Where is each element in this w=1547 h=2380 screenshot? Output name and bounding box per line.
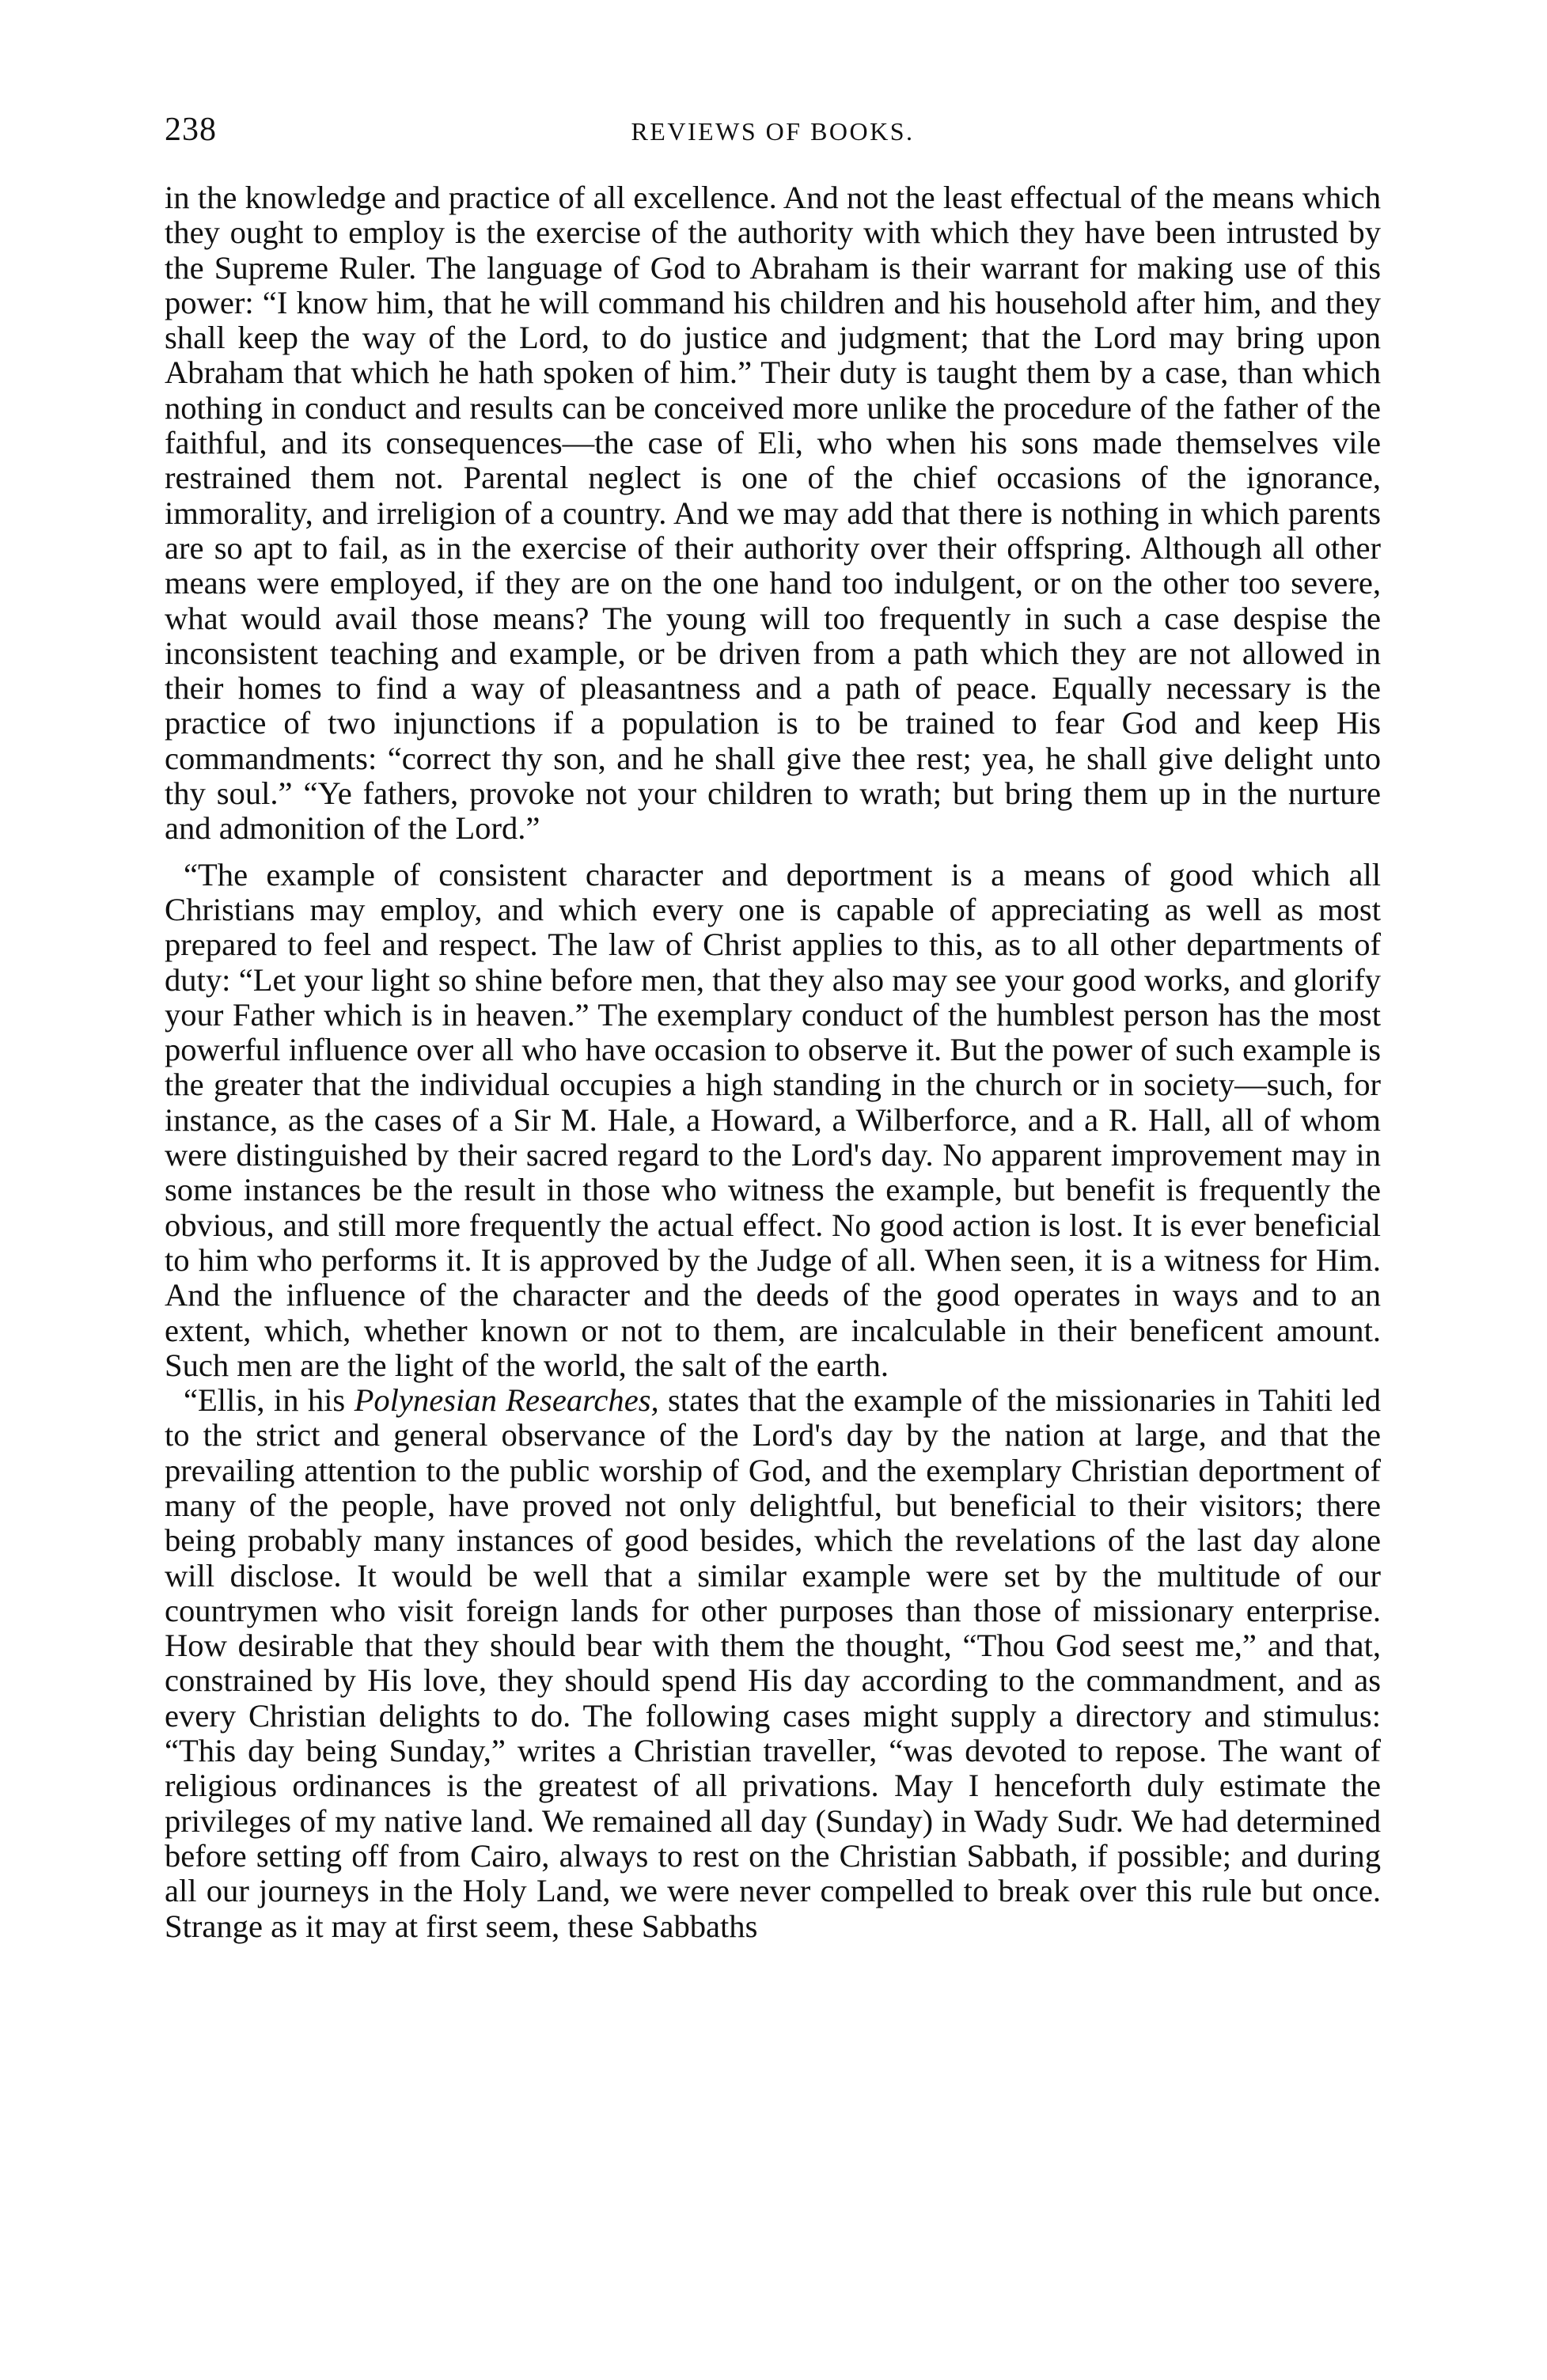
paragraph-parental-authority: in the knowledge and practice of all excellence. And not the least effectual of the means which they ought to employ is the exercise of the authority with which they have been intrusted by the Supreme Ruler. The language of God to Abraham is their warrant for making use of this power: “I know him, that he will command his children and his household after him, and they shall keep the way of the Lord, to do justice and judgment; that the Lord may bring upon Abraham that which he hath spoken of him.” Their duty is taught them by a case, than which nothing in conduct and results can be conceived more unlike the procedure of the father of the faithful, and its consequences—the case of Eli, who when his sons made themselves vile restrained them not. Parental neglect is one of the chief occasions of the ignorance, immorality, and irreligion of a country. And we may add that there is nothing in which parents are so apt to fail, as in the exercise of their authority over their offspring. Although all other means were employed, if they are on the one hand too indulgent, or on the other too severe, what would avail those means? The young will too frequently in such a case despise the inconsistent teaching and example, or be driven from a path which they are not allowed in their homes to find a way of pleasantness and a path of peace. Equally necessary is the practice of two injunctions if a population is to be trained to fear God and keep His commandments: “correct thy son, and he shall give thee rest; yea, he shall give delight unto thy soul.” “Ye fathers, provoke not your children to wrath; but bring them up in the nurture and admonition of the Lord.” — [165, 180, 1381, 847]
paragraph-consistent-example: “The example of consistent character and deportment is a means of good which all Christians may employ, and which every one is capable of appreciating as well as most prepared to feel and respect. The law of Christ applies to this, as to all other departments of duty: “Let your light so shine before men, that they also may see your good works, and glorify your Father which is in heaven.” The exemplary conduct of the humblest person has the most powerful influence over all who have occasion to observe it. But the power of such example is the greater that the individual occupies a high standing in the church or in society—such, for instance, as the cases of a Sir M. Hale, a Howard, a Wilberforce, and a R. Hall, all of whom were distinguished by their sacred regard to the Lord's day. No apparent improvement may in some instances be the result in those who witness the example, but benefit is frequently the obvious, and still more frequently the actual effect. No good action is lost. It is ever beneficial to him who performs it. It is approved by the Judge of all. When seen, it is a witness for Him. And the influence of the character and the deeds of the good operates in ways and to an extent, which, whether known or not to them, are incalculable in their beneficent amount. Such men are the light of the world, the salt of the earth. — [165, 856, 1381, 1383]
paragraph-text-before-title: “Ellis, in his — [184, 1382, 355, 1419]
book-page — [165, 111, 1381, 1944]
page-header — [165, 111, 1381, 158]
page-number: 238 — [165, 112, 217, 148]
paragraph-ellis-researches — [165, 1383, 1381, 1944]
paragraph-text-after-title: states that the example of the missionaries in Tahiti led to the strict and general observance of the Lord's day by the nation at large, and that the prevailing attention to the public worship of God, and the exemplary Christian deportment of many of the people, have proved not only delightful, but beneficial to their visitors; there being probably many instances of good besides, which the revelations of the last day alone will disclose. It would be well that a similar example were set by the multitude of our countrymen who visit foreign lands for other purposes than those of missionary enterprise. How desirable that they should bear with them the thought, “Thou God seest me,” and that, constrained by His love, they should spend His day according to the commandment, and as every Christian delights to do. The following cases might supply a directory and stimulus: “This day being Sunday,” writes a Christian traveller, “was devoted to repose. The want of religious ordinances is the greatest of all privations. May I henceforth duly estimate the privileges of my native land. We remained all day (Sunday) in Wady Sudr. We had determined before setting off from Cairo, always to rest on the Christian Sabbath, if possible; and during all our journeys in the Holy Land, we were never compelled to break over this rule but once. Strange as it may at first seem, these Sabbaths — [165, 1382, 1381, 1944]
book-title-italic: Polynesian Researches, — [354, 1382, 659, 1419]
page-body — [165, 180, 1381, 1944]
running-title: REVIEWS OF BOOKS. — [631, 117, 915, 146]
